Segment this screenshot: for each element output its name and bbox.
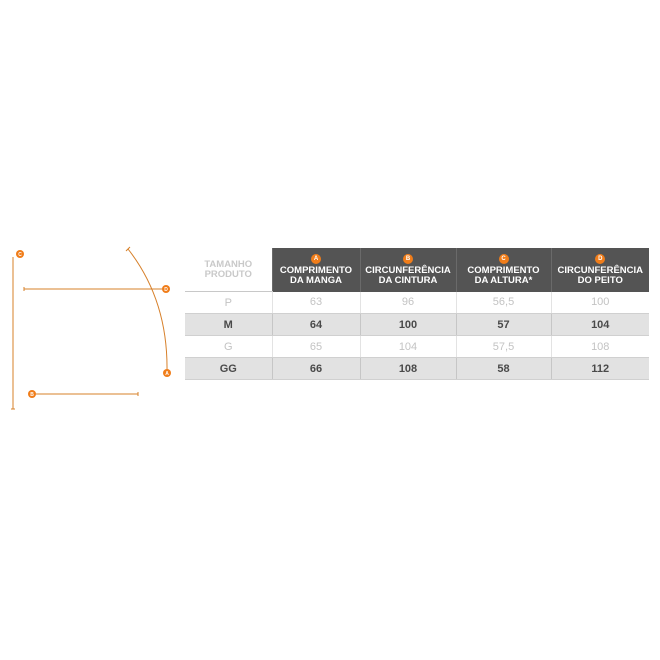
column-header-c-line-2: DA ALTURA* [474, 275, 533, 287]
measurement-diagram [0, 0, 200, 660]
value-cell: 108 [360, 358, 456, 380]
marker-a-letter: A [165, 371, 169, 377]
value-cell: 64 [272, 314, 360, 336]
value-cell: 104 [360, 336, 456, 358]
size-cell: M [185, 314, 272, 336]
marker-a [163, 369, 171, 377]
badge-b: B [403, 254, 413, 264]
column-header-a-line-2: DA MANGA [290, 275, 342, 287]
table-row [185, 314, 649, 336]
size-header-line-2: PRODUTO [204, 268, 252, 280]
marker-b-letter: B [30, 392, 34, 398]
size-cell: G [185, 336, 272, 358]
size-header-line-1: TAMANHO [204, 258, 253, 270]
marker-d-letter: D [164, 287, 168, 293]
value-cell: 66 [272, 358, 360, 380]
value-cell: 58 [456, 358, 551, 380]
size-column-header [185, 248, 272, 292]
marker-d [162, 285, 170, 293]
value-cell: 104 [551, 314, 649, 336]
table-row [185, 336, 649, 358]
column-header-d-line-2: DO PEITO [577, 275, 623, 287]
value-cell: 100 [360, 314, 456, 336]
column-header-c [456, 248, 551, 292]
table-row [185, 292, 649, 314]
value-cell: 56,5 [456, 292, 551, 314]
value-cell: 57,5 [456, 336, 551, 358]
size-table [185, 248, 649, 380]
value-cell: 65 [272, 336, 360, 358]
marker-c [16, 250, 24, 258]
column-header-d [551, 248, 649, 292]
badge-d: D [595, 254, 605, 264]
marker-c-letter: C [18, 252, 22, 258]
value-cell: 63 [272, 292, 360, 314]
size-cell: P [185, 292, 272, 314]
column-header-d-line-1: CIRCUNFERÊNCIA [557, 265, 643, 277]
marker-b [28, 390, 36, 398]
column-header-b [360, 248, 456, 292]
table-row [185, 358, 649, 380]
value-cell: 112 [551, 358, 649, 380]
badge-c: C [499, 254, 509, 264]
size-cell: GG [185, 358, 272, 380]
column-header-c-line-1: COMPRIMENTO [467, 265, 540, 277]
value-cell: 100 [551, 292, 649, 314]
column-header-b-line-2: DA CINTURA [378, 275, 438, 287]
column-header-b-line-1: CIRCUNFERÊNCIA [365, 265, 451, 277]
sleeve-curve [128, 249, 167, 371]
value-cell: 57 [456, 314, 551, 336]
column-header-a [272, 248, 360, 292]
badge-a: A [311, 254, 321, 264]
column-header-a-line-1: COMPRIMENTO [279, 265, 353, 277]
value-cell: 96 [360, 292, 456, 314]
table-header-row [185, 248, 649, 292]
value-cell: 108 [551, 336, 649, 358]
